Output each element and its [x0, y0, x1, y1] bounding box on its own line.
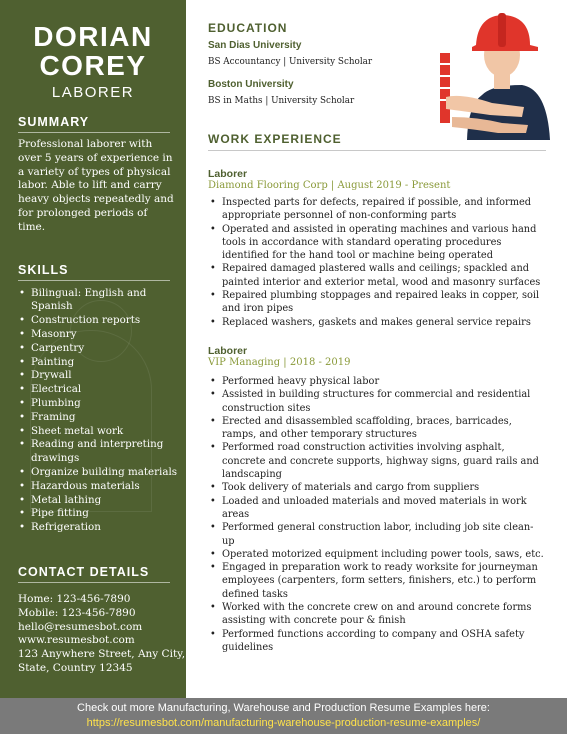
education-heading: EDUCATION — [208, 21, 288, 35]
job-duty: • Performed functions according to company and OSHA safety guidelines — [208, 628, 546, 655]
skill-item: • Bilingual: English and Spanish — [18, 287, 178, 315]
skill-item: • Plumbing — [18, 397, 178, 411]
job-duty: • Operated and assisted in operating machines and various hand tools in accordance with standard operating procedures identified for the hand tool or machine being operated — [208, 223, 546, 263]
skills-heading: SKILLS — [18, 262, 69, 277]
skill-item: • Metal lathing — [18, 494, 178, 508]
contact-mobile: Mobile: 123-456-7890 — [18, 606, 136, 619]
footer-text: Check out more Manufacturing, Warehouse and Production Resume Examples here: — [77, 702, 490, 714]
skill-item: • Carpentry — [18, 342, 178, 356]
job-duty: • Repaired plumbing stoppages and repaired leaks in copper, soil and iron pipes — [208, 289, 546, 316]
contact-heading: CONTACT DETAILS — [18, 564, 150, 579]
skill-item: • Electrical — [18, 383, 178, 397]
job-duties-list — [208, 196, 546, 329]
education-school: Boston University — [208, 79, 294, 90]
skill-item: • Construction reports — [18, 314, 178, 328]
job-duty: • Worked with the concrete crew on and around concrete forms assisting with concrete pour & finish — [208, 601, 546, 628]
job-duties-list — [208, 375, 546, 654]
job-duty: • Loaded and unloaded materials and moved materials in work areas — [208, 495, 546, 522]
job-duty: • Replaced washers, gaskets and makes general service repairs — [208, 316, 546, 329]
job-duty: • Took delivery of materials and cargo from suppliers — [208, 481, 546, 494]
skill-item: • Framing — [18, 411, 178, 425]
skill-item: • Organize building materials — [18, 466, 178, 480]
skill-item: • Drywall — [18, 369, 178, 383]
education-school: San Dias University — [208, 40, 302, 51]
education-degree: BS Accountancy | University Scholar — [208, 57, 373, 67]
job-title: Laborer — [208, 168, 248, 180]
skill-item: • Masonry — [18, 328, 178, 342]
name-first: DORIAN — [33, 21, 153, 52]
job-duty: • Assisted in building structures for commercial and residential construction sites — [208, 388, 546, 415]
skill-item: • Refrigeration — [18, 521, 178, 535]
footer-link[interactable]: https://resumesbot.com/manufacturing-warehouse-production-resume-examples/ — [86, 717, 481, 729]
skill-item: • Reading and interpreting drawings — [18, 438, 178, 466]
summary-text: Professional laborer with over 5 years of experience in a variety of types of physical labor. Able to lift and carry heavy objects repeatedly and for prolonged periods of time. — [18, 138, 174, 233]
work-experience-heading: WORK EXPERIENCE — [208, 132, 342, 146]
contact-email[interactable]: hello@resumesbot.com — [18, 620, 143, 633]
job-duty: • Operated motorized equipment including power tools, saws, etc. — [208, 548, 546, 561]
job-duty: • Performed heavy physical labor — [208, 375, 546, 388]
job-duty: • Engaged in preparation work to ready worksite for journeyman employees (carpenters, form setters, finishers, etc.) to perform defined tasks — [208, 561, 546, 601]
job-duty: • Erected and disassembled scaffolding, braces, barricades, ramps, and other temporary structures — [208, 415, 546, 442]
job-duty: • Inspected parts for defects, repaired if possible, and informed appropriate personnel of non-conforming parts — [208, 196, 546, 223]
skills-list — [0, 287, 186, 535]
job-employer-dates: Diamond Flooring Corp | August 2019 - Present — [208, 180, 451, 191]
job-duty: • Performed general construction labor, including job site clean-up — [208, 521, 546, 548]
education-degree: BS in Maths | University Scholar — [208, 96, 355, 106]
contact-address-line2: State, Country 12345 — [18, 661, 133, 674]
job-employer-dates: VIP Managing | 2018 - 2019 — [208, 356, 351, 368]
job-duty: • Performed road construction activities involving asphalt, concrete and concrete supports, highway signs, guard rails and landscaping — [208, 441, 546, 481]
job-title: Laborer — [208, 344, 248, 357]
job-duty: • Repaired damaged plastered walls and ceilings; spackled and painted interior and exterior metal, wood and masonry surfaces — [208, 262, 546, 289]
contact-home: Home: 123-456-7890 — [18, 592, 131, 605]
sidebar — [0, 0, 186, 698]
name-last: COREY — [39, 50, 147, 81]
skill-item: • Hazardous materials — [18, 480, 178, 494]
footer-banner — [0, 698, 567, 734]
contact-website[interactable]: www.resumesbot.com — [18, 634, 135, 647]
summary-heading: SUMMARY — [18, 115, 90, 129]
skill-item: • Sheet metal work — [18, 425, 178, 439]
main-content — [208, 0, 546, 654]
job-role: LABORER — [51, 84, 135, 101]
skill-item: • Painting — [18, 356, 178, 370]
skill-item: • Pipe fitting — [18, 507, 178, 521]
contact-address-line1: 123 Anywhere Street, Any City, — [18, 648, 186, 661]
